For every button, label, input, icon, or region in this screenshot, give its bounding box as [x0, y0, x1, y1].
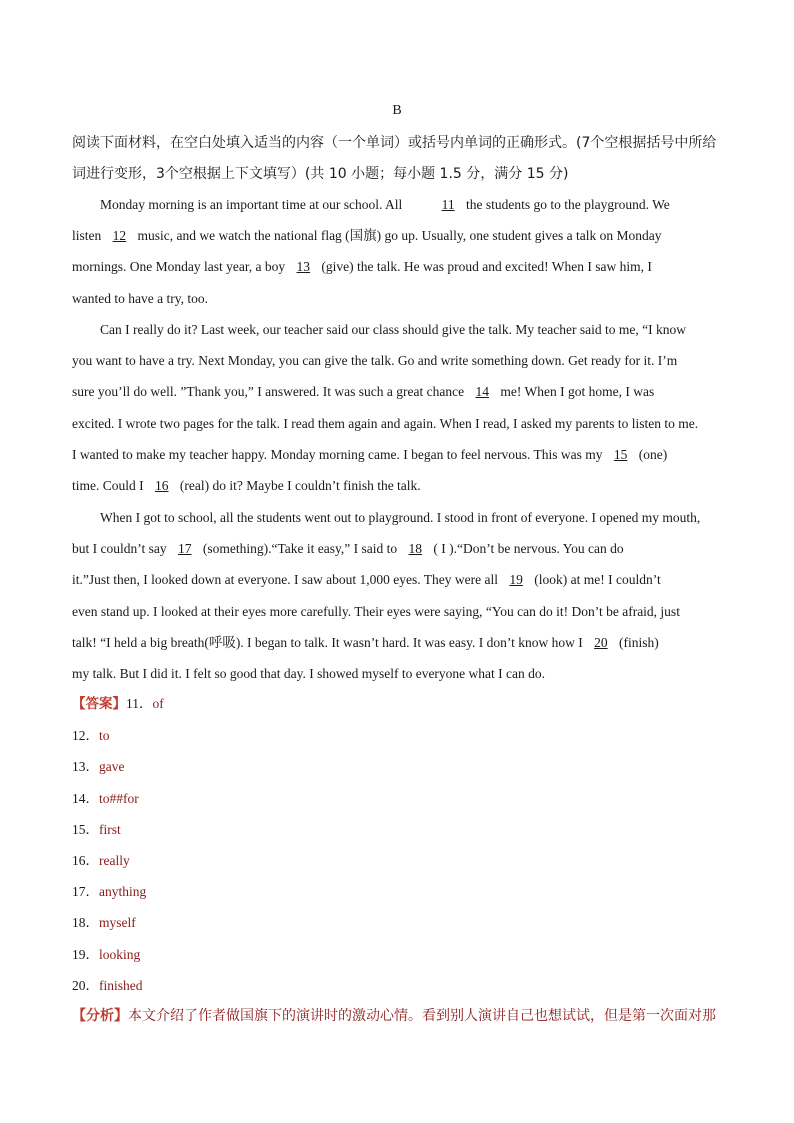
answer-row — [72, 939, 722, 970]
passage-text: but I couldn’t say — [72, 541, 170, 557]
passage-line — [72, 251, 728, 282]
blank-20: 20 — [594, 634, 608, 650]
passage-line — [72, 564, 728, 595]
answer-number: 19． — [72, 946, 99, 962]
passage-text: you want to have a try. Next Monday, you can give the talk. Go and write something down. Get ready for it. I’m — [72, 353, 678, 369]
blank-11: 11 — [441, 197, 455, 212]
answer-value: gave — [99, 759, 125, 775]
passage-line — [72, 283, 728, 314]
passage-text: time. Could I — [72, 478, 147, 494]
blank-13: 13 — [296, 259, 311, 275]
passage-line — [72, 345, 728, 376]
answer-value: anything — [99, 884, 147, 900]
answer-number: 20． — [72, 977, 99, 993]
answer-row — [72, 876, 722, 907]
passage-text: even stand up. I looked at their eyes more carefully. Their eyes were saying, “You can do it! Don’t be afraid, just — [72, 603, 680, 619]
passage-text: me! When I got home, I was — [496, 384, 655, 400]
answer-number: 18． — [72, 915, 99, 931]
answer-row — [72, 970, 722, 1001]
passage-text: sure you’ll do well. ”Thank you,” I answered. It was such a great chance — [72, 384, 468, 400]
analysis-text: 本文介绍了作者做国旗下的演讲时的激动心情。看到别人演讲自己也想试试，但是第一次面对那 — [128, 1008, 716, 1024]
passage-line — [72, 533, 728, 564]
passage-text: (give) the talk. He was proud and excited! When I saw him, I — [318, 259, 652, 275]
instructions — [72, 128, 722, 190]
passage-paragraph-2 — [72, 314, 728, 501]
passage-text: my talk. But I did it. I felt so good that day. I showed myself to everyone what I can do. — [72, 666, 546, 682]
passage-line — [72, 470, 728, 501]
answer-number: 16． — [72, 853, 99, 869]
passage-text: (look) at me! I couldn’t — [530, 572, 661, 588]
answer-key — [72, 688, 722, 1001]
passage-line — [72, 658, 728, 689]
passage-text: talk! “I held a big breath(呼吸). I began to talk. It wasn’t hard. It was easy. I don’t know how I — [72, 634, 587, 650]
passage-text: (finish) — [615, 634, 659, 650]
passage-text: music, and we watch the national flag (国旗) go up. Usually, one student gives a talk on Monday — [134, 228, 662, 244]
answer-value: myself — [99, 915, 136, 931]
answer-number: 11． — [126, 696, 153, 711]
blank-18: 18 — [408, 541, 422, 557]
passage-text: I wanted to make my teacher happy. Monday morning came. I began to feel nervous. This was my — [72, 446, 606, 462]
answer-value: of — [152, 696, 164, 711]
instructions-line: 词进行变形，3个空根据上下文填写）(共 10 小题；每小题 1.5 分，满分 15 分) — [72, 166, 569, 182]
answer-number: 15． — [72, 821, 99, 837]
passage-line — [72, 408, 728, 439]
blank-16: 16 — [155, 478, 169, 494]
answer-row — [72, 907, 722, 938]
instructions-line: 阅读下面材料，在空白处填入适当的内容（一个单词）或括号内单词的正确形式。(7个空根据括号中所给 — [72, 135, 717, 151]
passage-text: ( I ).“Don’t be nervous. You can do — [430, 541, 624, 557]
section-letter: B — [392, 103, 402, 118]
answer-tag: 【答案】 — [72, 696, 126, 712]
passage-line — [72, 627, 728, 658]
passage-text: When I got to school, all the students went out to playground. I stood in front of everyone. I opened my mouth, — [100, 510, 701, 525]
answer-row — [72, 720, 722, 751]
blank-15: 15 — [613, 446, 628, 462]
answer-value: first — [99, 821, 121, 837]
blank-19: 19 — [509, 572, 523, 588]
passage-line — [72, 502, 728, 533]
analysis-tag: 【分析】 — [72, 1008, 128, 1024]
passage-text: (one) — [635, 446, 668, 462]
passage-line — [72, 220, 728, 251]
answer-row — [72, 688, 722, 720]
passage-text: Monday morning is an important time at our school. All — [100, 197, 406, 212]
answer-value: looking — [99, 946, 141, 962]
answer-number: 12． — [72, 728, 99, 744]
passage-text: Can I really do it? Last week, our teacher said our class should give the talk. My teacher said to me, “I know — [100, 322, 686, 337]
passage-text: it.”Just then, I looked down at everyone. I saw about 1,000 eyes. They were all — [72, 572, 502, 588]
passage-line — [72, 189, 728, 220]
analysis — [72, 1001, 732, 1032]
answer-row — [72, 783, 722, 814]
passage-line — [72, 314, 728, 345]
answer-value: to — [99, 728, 110, 744]
answer-row — [72, 814, 722, 845]
answer-number: 13． — [72, 759, 99, 775]
answer-value: really — [99, 853, 130, 869]
blank-12: 12 — [112, 228, 127, 244]
passage-text: (something).“Take it easy,” I said to — [199, 541, 401, 557]
passage-line — [72, 439, 728, 470]
passage-text: wanted to have a try, too. — [72, 290, 208, 306]
blank-14: 14 — [475, 384, 489, 400]
passage-line — [72, 376, 728, 407]
answer-row — [72, 751, 722, 782]
passage-text: excited. I wrote two pages for the talk. I read them again and again. When I read, I asked my parents to listen to me. — [72, 415, 699, 431]
answer-row — [72, 845, 722, 876]
answer-number: 14． — [72, 790, 99, 806]
answer-value: to##for — [99, 790, 139, 806]
answer-number: 17． — [72, 884, 99, 900]
passage-line — [72, 596, 728, 627]
passage-text: listen — [72, 228, 105, 244]
passage-text: the students go to the playground. We — [462, 197, 670, 212]
answer-value: finished — [99, 977, 143, 993]
blank-17: 17 — [178, 541, 192, 557]
passage-text: (real) do it? Maybe I couldn’t finish the talk. — [176, 478, 421, 494]
passage-paragraph-1 — [72, 189, 728, 314]
passage-paragraph-3 — [72, 502, 728, 689]
passage-text: mornings. One Monday last year, a boy — [72, 259, 289, 275]
